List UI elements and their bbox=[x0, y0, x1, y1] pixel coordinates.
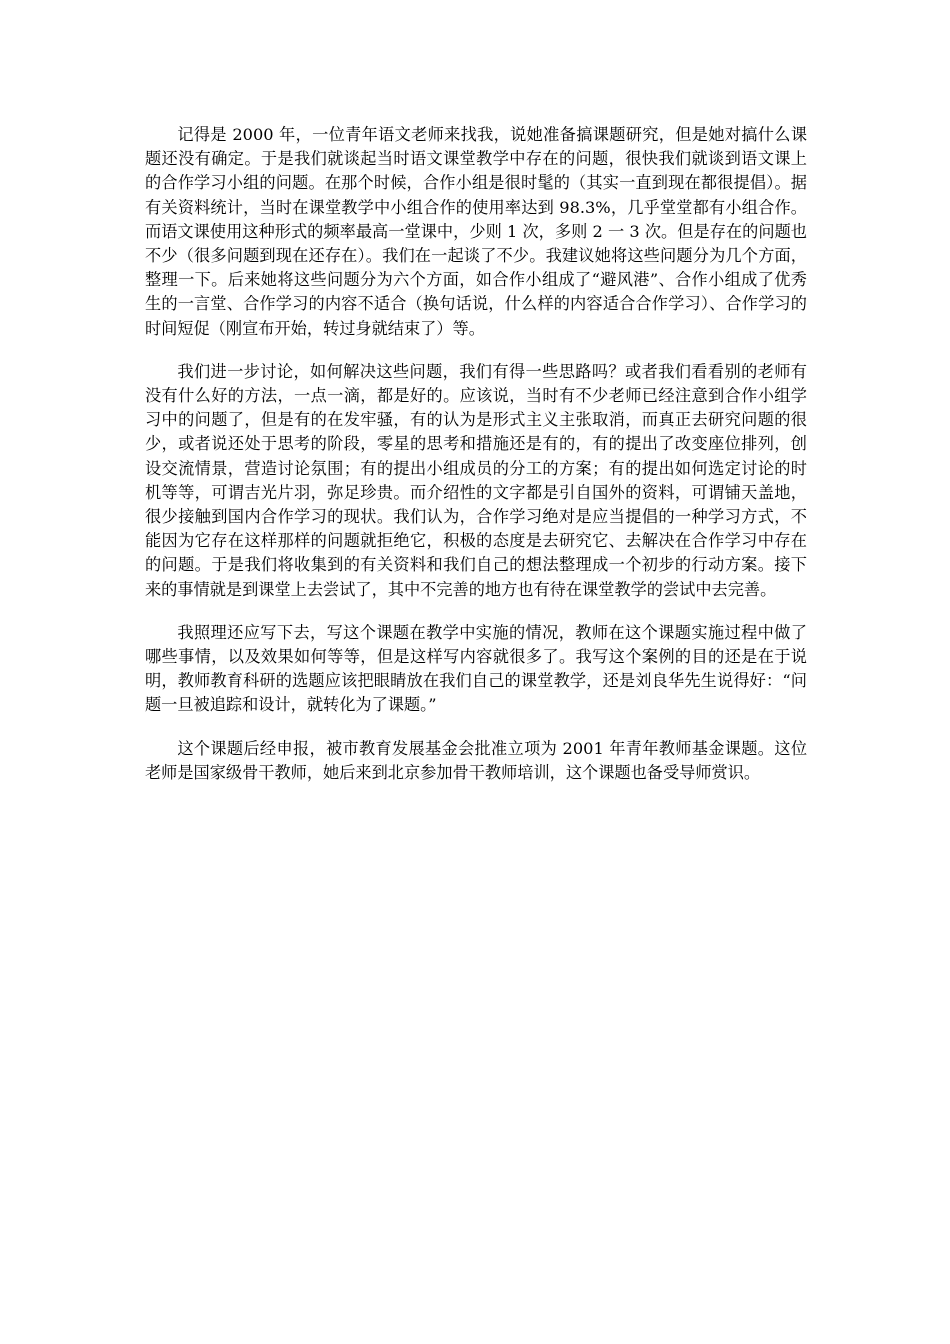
document-body bbox=[145, 123, 807, 804]
paragraph-3: 我照理还应写下去，写这个课题在教学中实施的情况，教师在这个课题实施过程中做了哪些事情，以及效果如何等等，但是这样写内容就很多了。我写这个案例的目的还是在于说明，教师教育科研的选题应该把眼睛放在我们自己的课堂教学，还是刘良华先生说得好：“问题一旦被追踪和设计，就转化为了课题。” bbox=[145, 622, 807, 715]
paragraph-1: 记得是 2000 年，一位青年语文老师来找我，说她准备搞课题研究，但是她对搞什么课题还没有确定。于是我们就谈起当时语文课堂教学中存在的问题，很快我们就谈到语文课上的合作学习小组的问题。在那个时候，合作小组是很时髦的（其实一直到现在都很提倡）。据有关资料统计，当时在课堂教学中小组合作的使用率达到 98.3%，几乎堂堂都有小组合作。而语文课使用这种形式的频率最高一堂课中，少则 1 次，多则 2 一 3 次。但是存在的问题也不少（很多问题到现在还存在）。我们在一起谈了不少。我建议她将这些问题分为几个方面，整理一下。后来她将这些问题分为六个方面，如合作小组成了“避风港”、合作小组成了优秀生的一言堂、合作学习的内容不适合（换句话说，什么样的内容适合合作学习）、合作学习的时间短促（刚宣布开始，转过身就结束了）等。 bbox=[145, 125, 807, 338]
paragraph-4: 这个课题后经申报，被市教育发展基金会批准立项为 2001 年青年教师基金课题。这位老师是国家级骨干教师，她后来到北京参加骨干教师培训，这个课题也备受导师赏识。 bbox=[145, 738, 807, 782]
paragraph-2: 我们进一步讨论，如何解决这些问题，我们有得一些思路吗？或者我们看看别的老师有没有什么好的方法，一点一滴，都是好的。应该说，当时有不少老师已经注意到合作小组学习中的问题了，但是有的在发牢骚，有的认为是形式主义主张取消，而真正去研究问题的很少，或者说还处于思考的阶段，零星的思考和措施还是有的，有的提出了改变座位排列，创设交流情景，营造讨论氛围；有的提出小组成员的分工的方案；有的提出如何选定讨论的时机等等，可谓吉光片羽，弥足珍贵。而介绍性的文字都是引自国外的资料，可谓铺天盖地，很少接触到国内合作学习的现状。我们认为，合作学习绝对是应当提倡的一种学习方式，不能因为它存在这样那样的问题就拒绝它，积极的态度是去研究它、去解决在合作学习中存在的问题。于是我们将收集到的有关资料和我们自己的想法整理成一个初步的行动方案。接下来的事情就是到课堂上去尝试了，其中不完善的地方也有待在课堂教学的尝试中去完善。 bbox=[145, 361, 807, 599]
